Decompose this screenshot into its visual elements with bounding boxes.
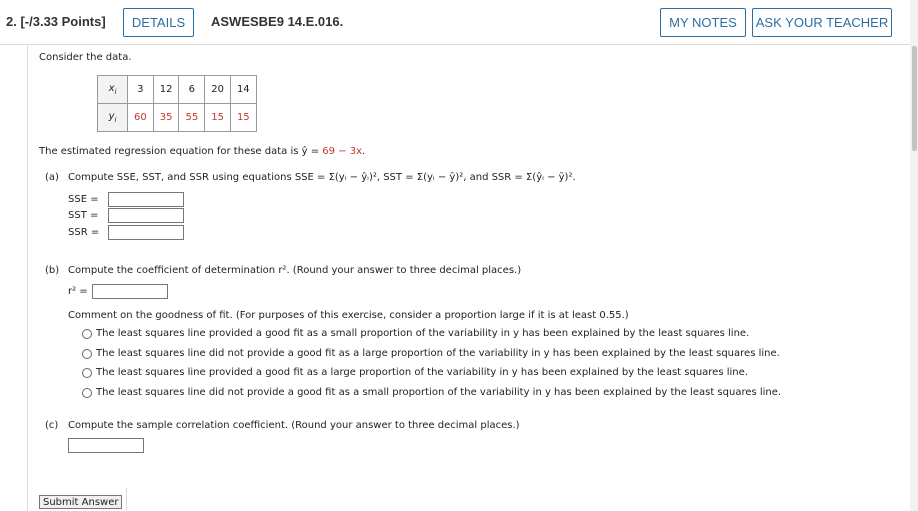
y-value: 15 <box>205 104 231 132</box>
sst-input[interactable] <box>108 208 184 223</box>
x-value: 3 <box>128 76 154 104</box>
sse-row <box>68 192 184 207</box>
fit-option-text: The least squares line provided a good fit as a small proportion of the variability in y has been explained by the least squares line. <box>96 328 750 339</box>
ssr-input[interactable] <box>108 225 184 240</box>
data-table <box>97 75 257 132</box>
part-b-label: (b) <box>45 265 60 276</box>
x-row <box>98 76 257 104</box>
x-value: 14 <box>230 76 256 104</box>
part-a-label: (a) <box>45 172 59 183</box>
r2-row <box>68 284 168 299</box>
fit-option-text: The least squares line did not provide a good fit as a large proportion of the variability in y has been explained by the least squares line. <box>96 348 780 359</box>
x-header: $x_i$ <box>98 76 128 104</box>
correlation-input[interactable] <box>68 438 144 453</box>
fit-option[interactable] <box>82 387 781 398</box>
part-c-label: (c) <box>45 420 59 431</box>
ask-teacher-button[interactable]: ASK YOUR TEACHER <box>752 8 892 37</box>
radio-button[interactable] <box>82 349 92 359</box>
regression-statement <box>39 146 365 157</box>
fit-option[interactable] <box>82 328 749 339</box>
y-row <box>98 104 257 132</box>
y-value: 15 <box>230 104 256 132</box>
regression-prefix: The estimated regression equation for these data is ŷ = <box>39 146 323 157</box>
part-c-prompt: Compute the sample correlation coefficient. (Round your answer to three decimal places.) <box>68 420 520 431</box>
my-notes-button[interactable]: MY NOTES <box>660 8 746 37</box>
y-header: $y_i$ <box>98 104 128 132</box>
intro-text: Consider the data. <box>39 52 132 63</box>
y-value: 60 <box>128 104 154 132</box>
question-header <box>0 0 910 45</box>
ssr-row <box>68 225 184 240</box>
y-value: 55 <box>179 104 205 132</box>
sst-label: SST = <box>68 210 99 221</box>
r2-label: r² = <box>68 286 88 297</box>
x-value: 6 <box>179 76 205 104</box>
goodness-of-fit-prompt: Comment on the goodness of fit. (For purposes of this exercise, consider a proportion large if it is at least 0.55.) <box>68 310 629 321</box>
ssr-label: SSR = <box>68 227 100 238</box>
regression-suffix: . <box>362 146 366 157</box>
fit-option[interactable] <box>82 367 748 378</box>
scrollbar-thumb[interactable] <box>912 46 917 151</box>
details-button[interactable]: DETAILS <box>123 8 194 37</box>
radio-button[interactable] <box>82 388 92 398</box>
sst-row <box>68 208 184 223</box>
part-a-prompt: Compute SSE, SST, and SSR using equations SSE = Σ(yᵢ − ŷᵢ)², SST = Σ(yᵢ − ȳ)², and SSR = Σ(ŷᵢ − ȳ)². <box>68 172 576 183</box>
fit-option-text: The least squares line did not provide a good fit as a small proportion of the variability in y has been explained by the least squares line. <box>96 387 782 398</box>
sse-input[interactable] <box>108 192 184 207</box>
part-b-prompt: Compute the coefficient of determination r². (Round your answer to three decimal places.) <box>68 265 522 276</box>
radio-button[interactable] <box>82 329 92 339</box>
radio-button[interactable] <box>82 368 92 378</box>
y-value: 35 <box>153 104 179 132</box>
assignment-code: ASWESBE9 14.E.016. <box>211 14 344 29</box>
question-number: 2. [-/3.33 Points] <box>6 14 106 29</box>
fit-option-text: The least squares line provided a good fit as a large proportion of the variability in y has been explained by the least squares line. <box>96 367 748 378</box>
x-value: 20 <box>205 76 231 104</box>
regression-equation: 69 − 3x <box>322 146 363 157</box>
x-value: 12 <box>153 76 179 104</box>
submit-answer-button[interactable]: Submit Answer <box>39 495 122 509</box>
sse-label: SSE = <box>68 194 99 205</box>
r2-input[interactable] <box>92 284 168 299</box>
fit-option[interactable] <box>82 348 780 359</box>
divider <box>126 488 127 511</box>
